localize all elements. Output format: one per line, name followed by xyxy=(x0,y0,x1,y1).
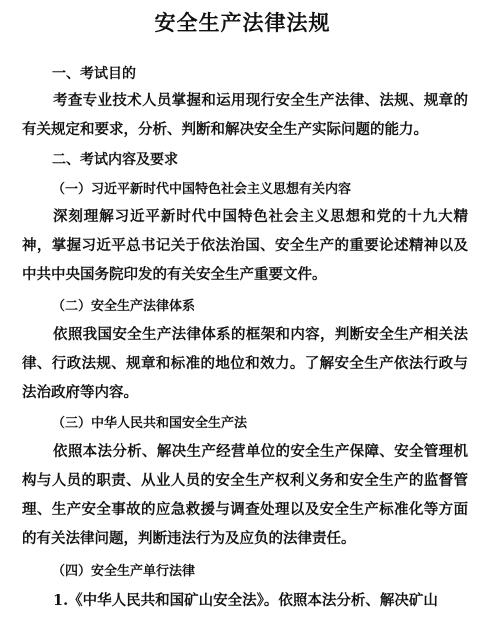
subsection-heading-1 xyxy=(52,180,351,200)
document-title: 安全生产法律法规 xyxy=(154,11,331,35)
paragraph-subsection-3: 依照本法分析、解决生产经营单位的安全生产保障、安全管理机构与人员的职责、从业人员的安全生产权利义务和安全生产的监督管理、生产安全事故的应急救援与调查处理以及安全生产标准化等方面的有关法律问题，判断违法行为及应负的法律责任。 xyxy=(22,443,468,547)
section-heading-exam-content xyxy=(52,150,178,170)
paragraph-exam-purpose: 考查专业技术人员掌握和运用现行安全生产法律、法规、规章的有关规定和要求，分析、判断和解决安全生产实际问题的能力。 xyxy=(22,92,468,138)
paragraph-subsection-4: 1.《中华人民共和国矿山安全法》。依照本法分析、解决矿山 xyxy=(53,592,438,609)
subsection-heading-3 xyxy=(52,414,247,434)
subsection-heading-text: （四）安全生产单行法律 xyxy=(52,564,196,579)
paragraph-subsection-2: 依照我国安全生产法律体系的框架和内容，判断安全生产相关法律、行政法规、规章和标准的地位和效力。了解安全生产依法行政与法治政府等内容。 xyxy=(22,326,468,401)
section-heading-text: 一、考试目的 xyxy=(52,66,136,82)
subsection-heading-text: （一）习近平新时代中国特色社会主义思想有关内容 xyxy=(52,182,352,197)
section-heading-exam-purpose xyxy=(52,64,136,84)
subsection-heading-text: （二）安全生产法律体系 xyxy=(52,299,196,314)
subsection-heading-4 xyxy=(52,562,195,582)
paragraph-subsection-1: 深刻理解习近平新时代中国特色社会主义思想和党的十九大精神，掌握习近平总书记关于依法治国、安全生产的重要论述精神以及中共中央国务院印发的有关安全生产重要文件。 xyxy=(22,208,468,283)
subsection-heading-2 xyxy=(52,297,195,317)
subsection-heading-text: （三）中华人民共和国安全生产法 xyxy=(52,416,248,431)
section-heading-text: 二、考试内容及要求 xyxy=(52,152,178,168)
